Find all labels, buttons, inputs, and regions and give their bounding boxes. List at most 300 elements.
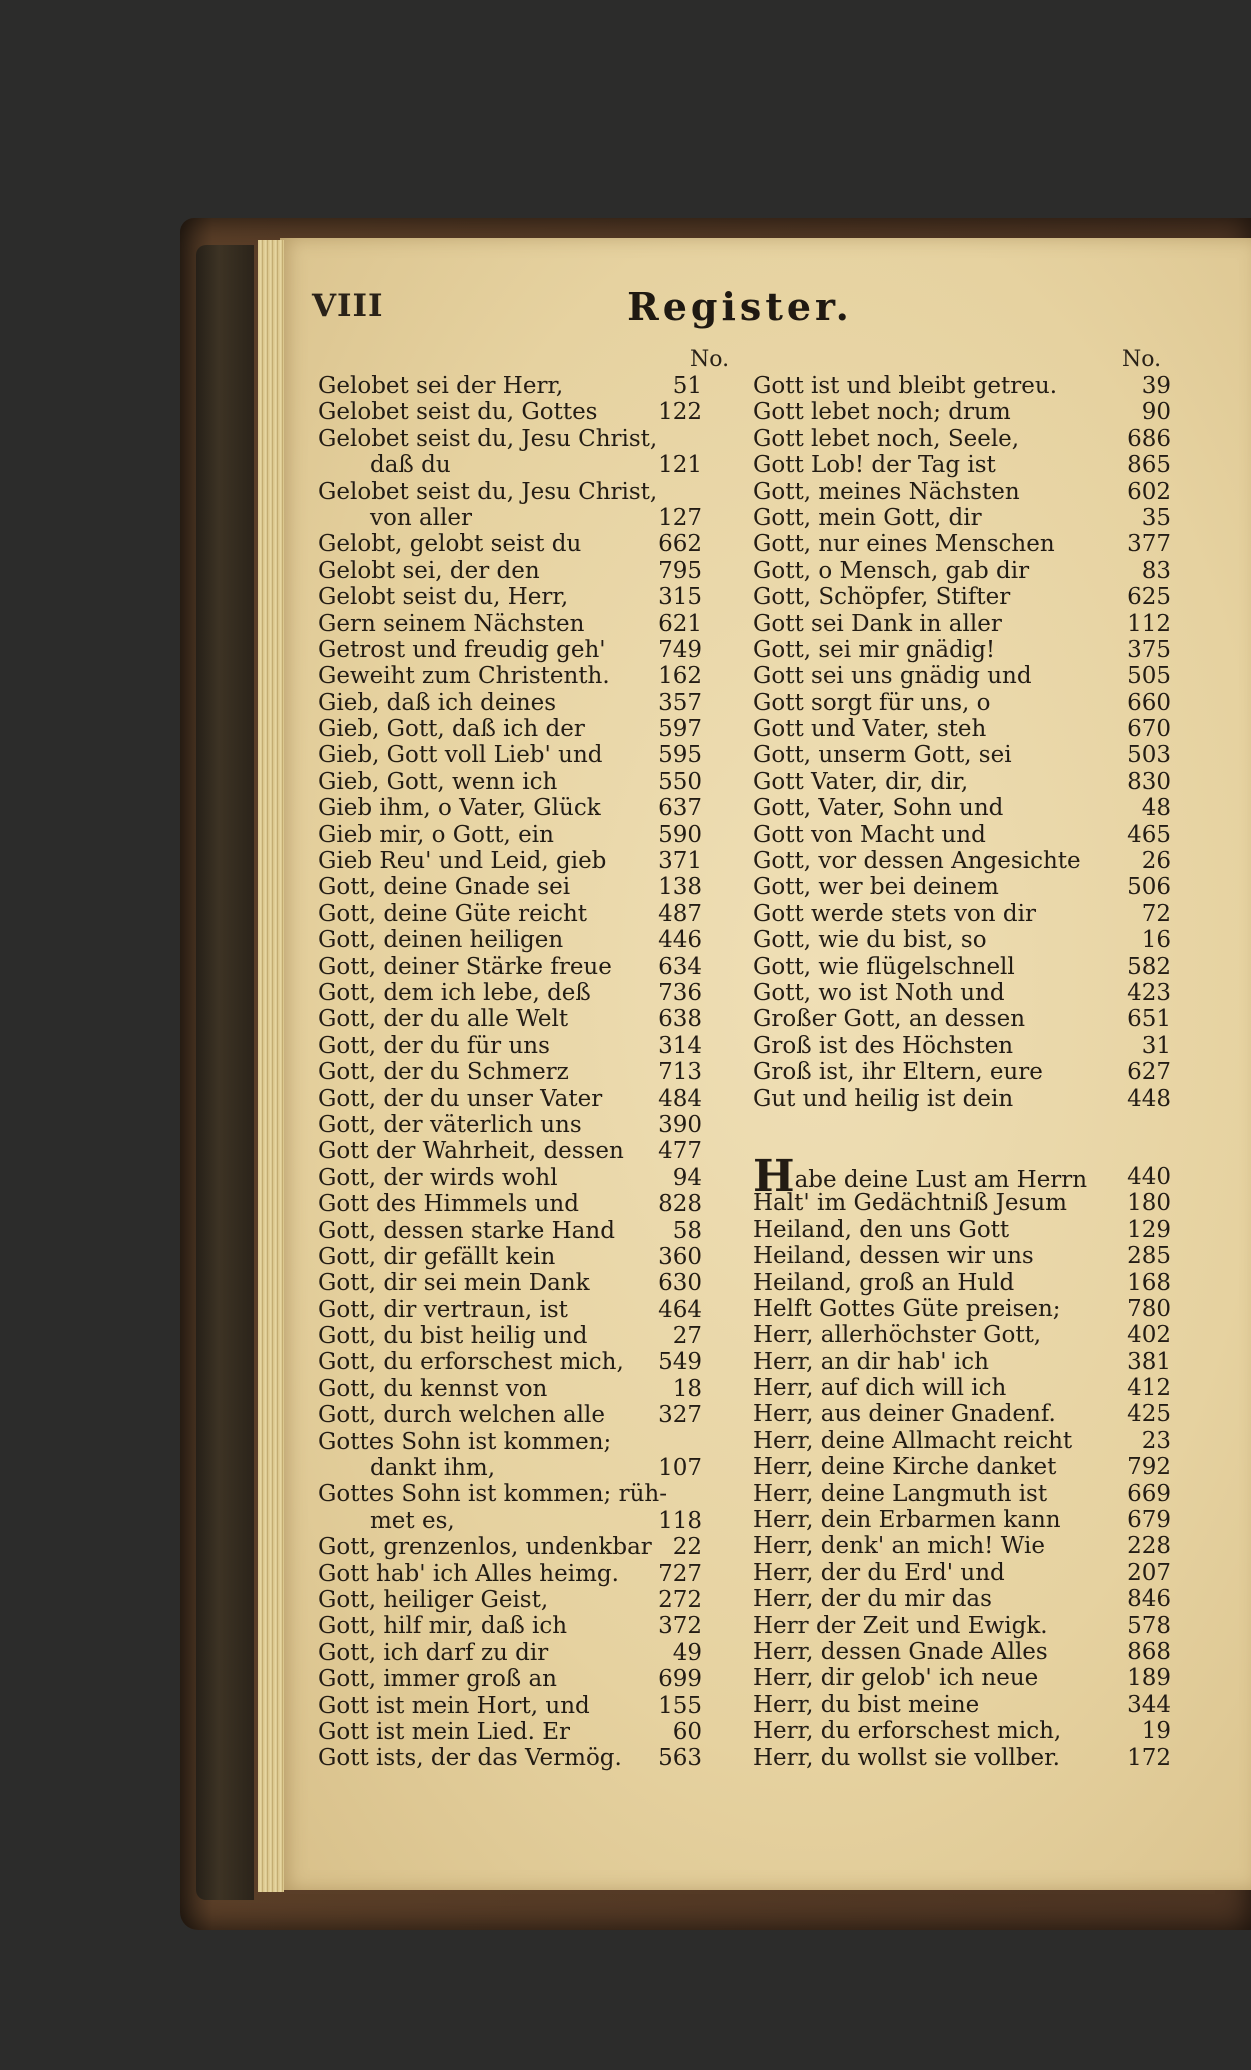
entry-number: 372	[658, 1613, 702, 1640]
index-entry	[753, 1718, 1173, 1744]
entry-title: Gott der Wahrheit, dessen	[318, 1138, 624, 1165]
index-entry	[753, 1296, 1173, 1322]
entry-title: Gott, wo ist Noth und	[753, 979, 1005, 1006]
index-entry	[318, 1719, 708, 1745]
index-entry	[318, 637, 708, 663]
entry-number: 272	[658, 1586, 702, 1613]
index-entry	[318, 927, 708, 953]
entry-title: Gott, dem ich lebe, deß	[318, 979, 591, 1006]
entry-number: 550	[658, 768, 702, 795]
left-index-column	[318, 373, 708, 1772]
entry-number: 727	[658, 1560, 702, 1587]
entry-title: Gott, du bist heilig und	[318, 1323, 588, 1350]
entry-number: 381	[1127, 1348, 1171, 1375]
index-entry	[318, 1561, 708, 1587]
index-entry	[753, 980, 1173, 1006]
index-entry	[318, 611, 708, 637]
index-entry	[318, 742, 708, 768]
entry-title: Gott, nur eines Menschen	[753, 531, 1055, 558]
entry-title: Gott lebet noch; drum	[753, 399, 1011, 426]
entry-title: Gott, durch welchen alle	[318, 1402, 605, 1429]
index-entry	[753, 1150, 1173, 1202]
entry-number: 22	[672, 1534, 702, 1561]
entry-number: 795	[658, 557, 702, 584]
index-entry	[753, 1349, 1173, 1375]
entry-number: 634	[658, 953, 702, 980]
index-entry	[318, 690, 708, 716]
entry-title: Gott, unserm Gott, sei	[753, 742, 1012, 769]
entry-number: 357	[658, 689, 702, 716]
index-entry	[318, 1112, 708, 1138]
entry-number: 699	[658, 1666, 702, 1693]
index-entry	[318, 1033, 708, 1059]
entry-title: Gott, dir gefällt kein	[318, 1243, 556, 1270]
entry-number: 31	[1141, 1032, 1171, 1059]
entry-number: 18	[672, 1375, 702, 1402]
index-entry	[318, 1429, 708, 1455]
index-entry	[318, 1244, 708, 1270]
entry-number: 679	[1127, 1507, 1171, 1534]
index-entry	[753, 848, 1173, 874]
entry-title: Gieb Reu' und Leid, gieb	[318, 848, 607, 875]
index-entry	[753, 1428, 1173, 1454]
entry-title: Gut und heilig ist dein	[753, 1085, 1014, 1112]
entry-title: Gott ist mein Lied. Er	[318, 1718, 571, 1745]
index-entry	[318, 1165, 708, 1191]
index-entry	[318, 1218, 708, 1244]
index-entry	[753, 1033, 1173, 1059]
index-entry	[318, 531, 708, 557]
index-entry	[318, 1745, 708, 1771]
entry-title: Gott, deiner Stärke freue	[318, 953, 612, 980]
entry-title: Gieb ihm, o Vater, Glück	[318, 795, 601, 822]
entry-title: Gott, deine Güte reicht	[318, 900, 588, 927]
entry-title: Gelobt, gelobt seist du	[318, 531, 582, 558]
index-entry	[753, 901, 1173, 927]
index-entry	[318, 1059, 708, 1085]
entry-number: 72	[1141, 900, 1171, 927]
index-entry	[318, 954, 708, 980]
index-entry	[318, 663, 708, 689]
entry-title: Gott, wer bei deinem	[753, 874, 999, 901]
entry-title: dankt ihm,	[370, 1455, 496, 1482]
entry-title: Gott, Schöpfer, Stifter	[753, 584, 1011, 611]
entry-title: Gelobet seist du, Gottes	[318, 399, 598, 426]
entry-title: Herr, denk' an mich! Wie	[753, 1533, 1045, 1560]
entry-title: Gott und Vater, steh	[753, 716, 987, 743]
index-entry	[318, 479, 708, 505]
entry-number: 412	[1127, 1375, 1171, 1402]
entry-title: Gott, dessen starke Hand	[318, 1217, 615, 1244]
entry-title: Heiland, groß an Huld	[753, 1269, 1015, 1296]
index-entry	[318, 1508, 708, 1534]
entry-title: Gott, hilf mir, daß ich	[318, 1613, 568, 1640]
entry-number: 27	[672, 1323, 702, 1350]
page-title: Register.	[627, 284, 853, 329]
index-entry	[318, 1297, 708, 1323]
entry-number: 465	[1127, 821, 1171, 848]
entry-number: 23	[1141, 1427, 1171, 1454]
book-spine	[196, 245, 254, 1900]
entry-title: Gott lebet noch, Seele,	[753, 425, 1020, 452]
index-entry	[753, 1190, 1173, 1216]
entry-title: Gelobt sei, der den	[318, 557, 540, 584]
index-entry	[318, 795, 708, 821]
index-entry	[753, 452, 1173, 478]
entry-number: 390	[658, 1111, 702, 1138]
entry-number: 578	[1127, 1612, 1171, 1639]
index-entry	[753, 874, 1173, 900]
entry-title: Gott, der du alle Welt	[318, 1006, 569, 1033]
left-column-header: No.	[690, 347, 730, 372]
entry-number: 285	[1127, 1243, 1171, 1270]
entry-number: 736	[658, 979, 702, 1006]
entry-number: 505	[1127, 663, 1171, 690]
index-entry	[318, 1376, 708, 1402]
index-entry	[753, 769, 1173, 795]
entry-number: 168	[1127, 1269, 1171, 1296]
entry-number: 595	[658, 742, 702, 769]
entry-title: Gott sei Dank in aller	[753, 610, 1002, 637]
index-entry	[753, 611, 1173, 637]
entry-number: 464	[658, 1296, 702, 1323]
index-entry	[318, 874, 708, 900]
index-entry	[753, 822, 1173, 848]
entry-title: Gott, vor dessen Angesichte	[753, 848, 1081, 875]
index-entry	[318, 1613, 708, 1639]
entry-number: 122	[658, 399, 702, 426]
entry-number: 402	[1127, 1322, 1171, 1349]
entry-number: 315	[658, 584, 702, 611]
index-entry	[753, 1243, 1173, 1269]
entry-title: Gott, du kennst von	[318, 1375, 548, 1402]
entry-number: 377	[1127, 531, 1171, 558]
entry-number: 621	[658, 610, 702, 637]
index-entry	[753, 1507, 1173, 1533]
entry-title: Gott, der väterlich uns	[318, 1111, 582, 1138]
entry-title: Geweiht zum Christenth.	[318, 663, 610, 690]
entry-title: Herr, aus deiner Gnadenf.	[753, 1401, 1056, 1428]
entry-title: Herr, der du mir das	[753, 1586, 992, 1613]
entry-number: 49	[672, 1639, 702, 1666]
entry-title: Gelobt seist du, Herr,	[318, 584, 569, 611]
index-entry	[318, 399, 708, 425]
entry-title: Herr, dessen Gnade Alles	[753, 1638, 1048, 1665]
entry-number: 83	[1141, 557, 1171, 584]
entry-title: von aller	[370, 504, 472, 531]
index-entry	[318, 1349, 708, 1375]
index-entry	[753, 1086, 1173, 1112]
entry-number: 425	[1127, 1401, 1171, 1428]
entry-number: 597	[658, 716, 702, 743]
index-entry	[318, 1323, 708, 1349]
entry-number: 129	[1127, 1216, 1171, 1243]
index-entry	[753, 1586, 1173, 1612]
entry-number: 172	[1127, 1744, 1171, 1771]
entry-title: Gieb, Gott, wenn ich	[318, 768, 558, 795]
index-entry	[753, 1665, 1173, 1691]
entry-number: 627	[1127, 1059, 1171, 1086]
entry-number: 590	[658, 821, 702, 848]
index-entry	[753, 1533, 1173, 1559]
entry-title: Gott, deine Gnade sei	[318, 874, 571, 901]
index-entry	[753, 795, 1173, 821]
entry-number: 112	[1127, 610, 1171, 637]
entry-title: Herr, dein Erbarmen kann	[753, 1507, 1061, 1534]
entry-title: Herr, du bist meine	[753, 1691, 980, 1718]
entry-number: 189	[1127, 1665, 1171, 1692]
index-entry	[318, 980, 708, 1006]
index-entry	[753, 1454, 1173, 1480]
index-entry	[753, 716, 1173, 742]
index-entry	[753, 1613, 1173, 1639]
entry-title: Großer Gott, an dessen	[753, 1006, 1026, 1033]
index-entry	[753, 1217, 1173, 1243]
entry-number: 865	[1127, 452, 1171, 479]
entry-title: Groß ist des Höchsten	[753, 1032, 1014, 1059]
entry-number: 637	[658, 795, 702, 822]
entry-title: Gott, immer groß an	[318, 1666, 557, 1693]
index-entry	[753, 927, 1173, 953]
index-entry	[318, 1086, 708, 1112]
index-entry	[753, 505, 1173, 531]
index-entry	[753, 426, 1173, 452]
index-entry	[753, 1481, 1173, 1507]
entry-title: Herr, der du Erd' und	[753, 1559, 1005, 1586]
entry-number: 35	[1141, 504, 1171, 531]
index-entry	[753, 954, 1173, 980]
entry-number: 503	[1127, 742, 1171, 769]
entry-title: Herr, deine Allmacht reicht	[753, 1427, 1073, 1454]
index-entry	[318, 1402, 708, 1428]
entry-title: Gelobet sei der Herr,	[318, 373, 564, 399]
entry-number: 327	[658, 1402, 702, 1429]
index-entry	[318, 1640, 708, 1666]
index-entry	[753, 479, 1173, 505]
index-entry	[318, 769, 708, 795]
entry-title: Gott ist mein Hort, und	[318, 1692, 590, 1719]
entry-title: Gott Vater, dir, dir,	[753, 768, 969, 795]
entry-title: Gott ists, der das Vermög.	[318, 1745, 622, 1772]
entry-title: Gott, dir vertraun, ist	[318, 1296, 568, 1323]
entry-title: Getrost und freudig geh'	[318, 636, 606, 663]
section-gap	[753, 1112, 1173, 1164]
index-entry	[318, 584, 708, 610]
index-entry	[753, 1270, 1173, 1296]
entry-number: 60	[672, 1718, 702, 1745]
entry-number: 423	[1127, 979, 1171, 1006]
entry-number: 582	[1127, 953, 1171, 980]
index-entry	[318, 716, 708, 742]
entry-number: 487	[658, 900, 702, 927]
entry-number: 371	[658, 848, 702, 875]
entry-number: 155	[658, 1692, 702, 1719]
entry-title: Gieb, daß ich deines	[318, 689, 557, 716]
entry-title: Helft Gottes Güte preisen;	[753, 1295, 1061, 1322]
entry-title: Herr, dir gelob' ich neue	[753, 1665, 1039, 1692]
page-number: VIII	[312, 288, 384, 324]
index-entry	[753, 637, 1173, 663]
right-index-column	[753, 373, 1173, 1771]
entry-title: Gott, wie du bist, so	[753, 927, 987, 954]
index-entry	[318, 901, 708, 927]
entry-title: Gelobet seist du, Jesu Christ,	[318, 478, 658, 505]
entry-number: 39	[1141, 373, 1171, 399]
entry-number: 669	[1127, 1480, 1171, 1507]
index-entry	[753, 1692, 1173, 1718]
entry-title: Gieb, Gott, daß ich der	[318, 716, 585, 743]
entry-number: 846	[1127, 1586, 1171, 1613]
entry-number: 749	[658, 636, 702, 663]
index-entry	[318, 426, 708, 452]
entry-number: 162	[658, 663, 702, 690]
entry-number: 180	[1127, 1190, 1171, 1217]
index-entry	[753, 690, 1173, 716]
entry-number: 121	[658, 452, 702, 479]
entry-number: 662	[658, 531, 702, 558]
index-entry	[318, 373, 708, 399]
entry-title: Gott, mein Gott, dir	[753, 504, 982, 531]
entry-title: Groß ist, ihr Eltern, eure	[753, 1059, 1043, 1086]
entry-title: Herr, deine Langmuth ist	[753, 1480, 1048, 1507]
entry-number: 440	[1127, 1163, 1171, 1190]
entry-number: 375	[1127, 636, 1171, 663]
entry-number: 138	[658, 874, 702, 901]
entry-title: Gott des Himmels und	[318, 1191, 579, 1218]
index-entry	[753, 1745, 1173, 1771]
index-entry	[753, 558, 1173, 584]
index-entry	[318, 1138, 708, 1164]
entry-number: 314	[658, 1032, 702, 1059]
entry-title: Gott, o Mensch, gab dir	[753, 557, 1030, 584]
entry-number: 670	[1127, 716, 1171, 743]
entry-number: 48	[1141, 795, 1171, 822]
index-entry	[318, 452, 708, 478]
entry-title: Gott, der du Schmerz	[318, 1059, 569, 1086]
entry-number: 19	[1141, 1718, 1171, 1745]
entry-number: 207	[1127, 1559, 1171, 1586]
entry-number: 630	[658, 1270, 702, 1297]
entry-number: 228	[1127, 1533, 1171, 1560]
entry-number: 713	[658, 1059, 702, 1086]
index-entry	[753, 1639, 1173, 1665]
index-entry	[318, 1587, 708, 1613]
index-entry	[318, 848, 708, 874]
entry-number: 792	[1127, 1454, 1171, 1481]
entry-title: Gott, meines Nächsten	[753, 478, 1020, 505]
entry-number: 625	[1127, 584, 1171, 611]
index-entry	[753, 1401, 1173, 1427]
index-entry	[318, 558, 708, 584]
entry-title: Herr, an dir hab' ich	[753, 1348, 989, 1375]
entry-number: 651	[1127, 1006, 1171, 1033]
index-entry	[318, 1534, 708, 1560]
entry-title: daß du	[370, 452, 451, 479]
entry-number: 638	[658, 1006, 702, 1033]
index-entry	[753, 663, 1173, 689]
entry-title: Gern seinem Nächsten	[318, 610, 585, 637]
entry-number: 127	[658, 504, 702, 531]
page-edges	[258, 240, 284, 1892]
entry-title: Gott, der wirds wohl	[318, 1164, 558, 1191]
index-entry	[753, 1059, 1173, 1085]
entry-number: 94	[672, 1164, 702, 1191]
entry-title: Gottes Sohn ist kommen;	[318, 1428, 612, 1455]
index-entry	[753, 531, 1173, 557]
entry-title: Gieb, Gott voll Lieb' und	[318, 742, 603, 769]
entry-title: Gott sorgt für uns, o	[753, 689, 991, 716]
index-entry	[753, 1560, 1173, 1586]
entry-number: 780	[1127, 1295, 1171, 1322]
index-entry	[753, 742, 1173, 768]
entry-number: 484	[658, 1085, 702, 1112]
entry-title: Halt' im Gedächtniß Jesum	[753, 1190, 1067, 1217]
entry-title: met es,	[370, 1507, 455, 1534]
entry-number: 660	[1127, 689, 1171, 716]
entry-number: 51	[672, 373, 702, 399]
entry-title: Gott, ich darf zu dir	[318, 1639, 549, 1666]
entry-title: Gott, sei mir gnädig!	[753, 636, 996, 663]
entry-number: 448	[1127, 1085, 1171, 1112]
entry-number: 16	[1141, 927, 1171, 954]
entry-title: Gott, der du für uns	[318, 1032, 550, 1059]
index-entry	[753, 373, 1173, 399]
index-entry	[753, 1322, 1173, 1348]
entry-title: Herr, auf dich will ich	[753, 1375, 1007, 1402]
index-entry	[318, 1455, 708, 1481]
entry-title: Gelobet seist du, Jesu Christ,	[318, 425, 658, 452]
entry-title: Gott Lob! der Tag ist	[753, 452, 996, 479]
entry-title: Gott, Vater, Sohn und	[753, 795, 1004, 822]
entry-title: Herr der Zeit und Ewigk.	[753, 1612, 1048, 1639]
entry-title: Gott, deinen heiligen	[318, 927, 564, 954]
entry-title: Gott, du erforschest mich,	[318, 1349, 624, 1376]
entry-number: 563	[658, 1745, 702, 1772]
entry-title: Herr, deine Kirche danket	[753, 1454, 1057, 1481]
entry-number: 360	[658, 1243, 702, 1270]
entry-number: 602	[1127, 478, 1171, 505]
entry-title: Habe deine Lust am Herrn	[753, 1150, 1088, 1202]
entry-number: 506	[1127, 874, 1171, 901]
entry-number: 344	[1127, 1691, 1171, 1718]
entry-title: Gott sei uns gnädig und	[753, 663, 1032, 690]
entry-title: Gieb mir, o Gott, ein	[318, 821, 554, 848]
entry-title: Herr, du erforschest mich,	[753, 1718, 1062, 1745]
entry-number: 446	[658, 927, 702, 954]
index-entry	[318, 1693, 708, 1719]
index-entry	[318, 1191, 708, 1217]
entry-title: Gottes Sohn ist kommen; rüh-	[318, 1481, 667, 1508]
index-entry	[318, 505, 708, 531]
entry-title: Gott hab' ich Alles heimg.	[318, 1560, 619, 1587]
entry-title: Herr, allerhöchster Gott,	[753, 1322, 1042, 1349]
entry-title: Gott, der du unser Vater	[318, 1085, 603, 1112]
index-entry	[753, 1375, 1173, 1401]
entry-number: 26	[1141, 848, 1171, 875]
entry-title: Heiland, dessen wir uns	[753, 1243, 1034, 1270]
right-column-header: No.	[1122, 347, 1162, 372]
entry-number: 549	[658, 1349, 702, 1376]
index-entry	[753, 399, 1173, 425]
entry-title: Gott, grenzenlos, undenkbar	[318, 1534, 652, 1561]
entry-title: Heiland, den uns Gott	[753, 1216, 1010, 1243]
entry-number: 828	[658, 1191, 702, 1218]
index-entry	[318, 822, 708, 848]
entry-title: Gott von Macht und	[753, 821, 986, 848]
entry-number: 686	[1127, 425, 1171, 452]
index-entry	[318, 1270, 708, 1296]
entry-number: 868	[1127, 1638, 1171, 1665]
